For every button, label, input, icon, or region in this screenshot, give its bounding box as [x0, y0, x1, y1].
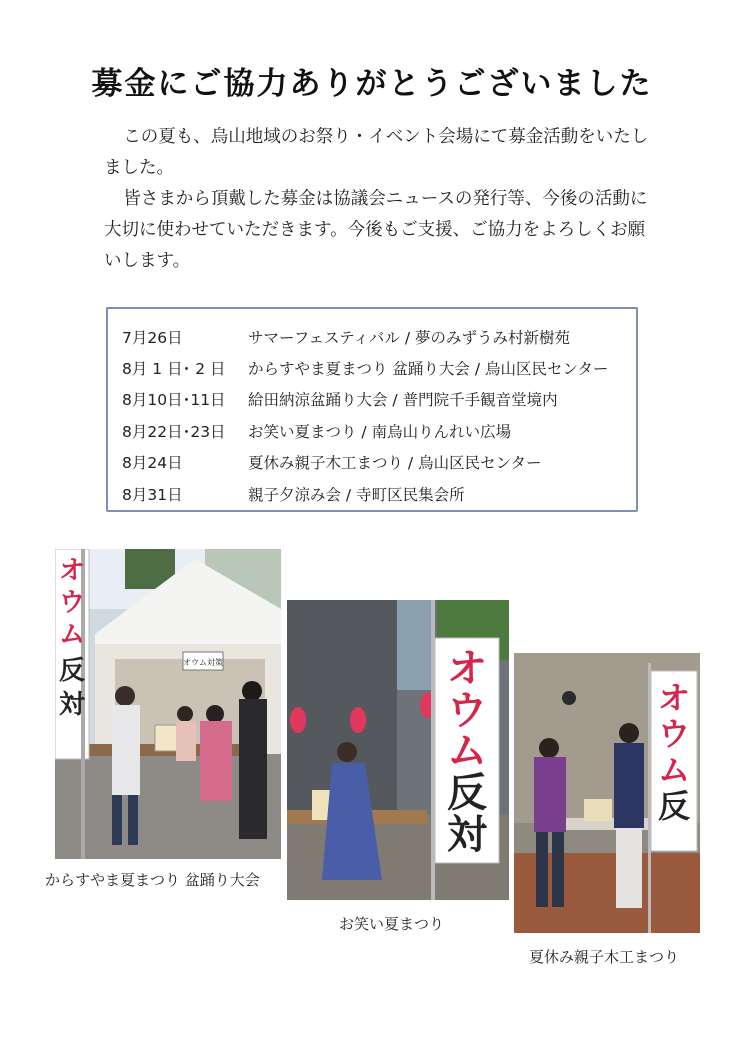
event-date: 8月 1 日･ 2 日 [122, 360, 226, 379]
event-row [122, 352, 636, 383]
event-name: 親子夕涼み会 / 寺町区民集会所 [248, 485, 465, 504]
event-name: 夏休み親子木工まつり / 烏山区民センター [248, 454, 542, 473]
svg-text:ウ: ウ [58, 588, 86, 618]
svg-text:ウ: ウ [657, 715, 691, 753]
event-date: 8月31日 [122, 485, 183, 504]
event-list [106, 307, 638, 512]
event-row [122, 321, 636, 352]
event-row [122, 415, 636, 446]
paragraph-2: 皆さまから頂戴した募金は協議会ニュースの発行等、今後の活動に大切に使わせていただきます。今後もご支援、ご協力をよろしくお願いします。 [104, 189, 648, 271]
event-row [122, 478, 636, 509]
photo-caption: からすやま夏まつり 盆踊り大会 [45, 871, 260, 889]
event-name: 給田納涼盆踊り大会 / 普門院千手観音堂境内 [248, 391, 558, 410]
photo-woodworking [514, 653, 700, 933]
page-title: 募金にご協力ありがとうございました [91, 66, 653, 102]
event-date: 7月26日 [122, 328, 183, 347]
photo-street-booth [287, 600, 509, 900]
svg-text:ム: ム [447, 728, 487, 774]
svg-text:対: 対 [58, 690, 86, 720]
svg-text:反: 反 [657, 787, 691, 825]
svg-text:ム: ム [58, 620, 86, 650]
svg-text:オ: オ [657, 679, 691, 717]
photo-caption: 夏休み親子木工まつり [529, 948, 680, 966]
paragraph-1: この夏も、烏山地域のお祭り・イベント会場にて募金活動をいたしました。 [104, 127, 649, 178]
body-text [104, 122, 649, 277]
event-date: 8月24日 [122, 454, 183, 473]
svg-text:反: 反 [58, 656, 86, 686]
event-row [122, 447, 636, 478]
photo-caption: お笑い夏まつり [339, 915, 445, 933]
event-row [122, 384, 636, 415]
svg-text:反: 反 [447, 770, 487, 816]
event-date: 8月22日･23日 [122, 422, 226, 441]
event-name: サマーフェスティバル / 夢のみずうみ村新樹苑 [248, 328, 570, 347]
event-name: お笑い夏まつり / 南烏山りんれい広場 [248, 422, 512, 441]
svg-text:ウ: ウ [447, 688, 487, 734]
svg-text:オ: オ [447, 646, 487, 692]
svg-text:対: 対 [447, 812, 487, 858]
photo-festival-tent [55, 549, 281, 859]
tent-sign-text: オウム対策 [183, 658, 223, 667]
event-name: からすやま夏まつり 盆踊り大会 / 烏山区民センター [248, 360, 609, 379]
event-date: 8月10日･11日 [122, 391, 226, 410]
svg-text:オ: オ [58, 556, 86, 586]
svg-text:ム: ム [657, 751, 691, 789]
